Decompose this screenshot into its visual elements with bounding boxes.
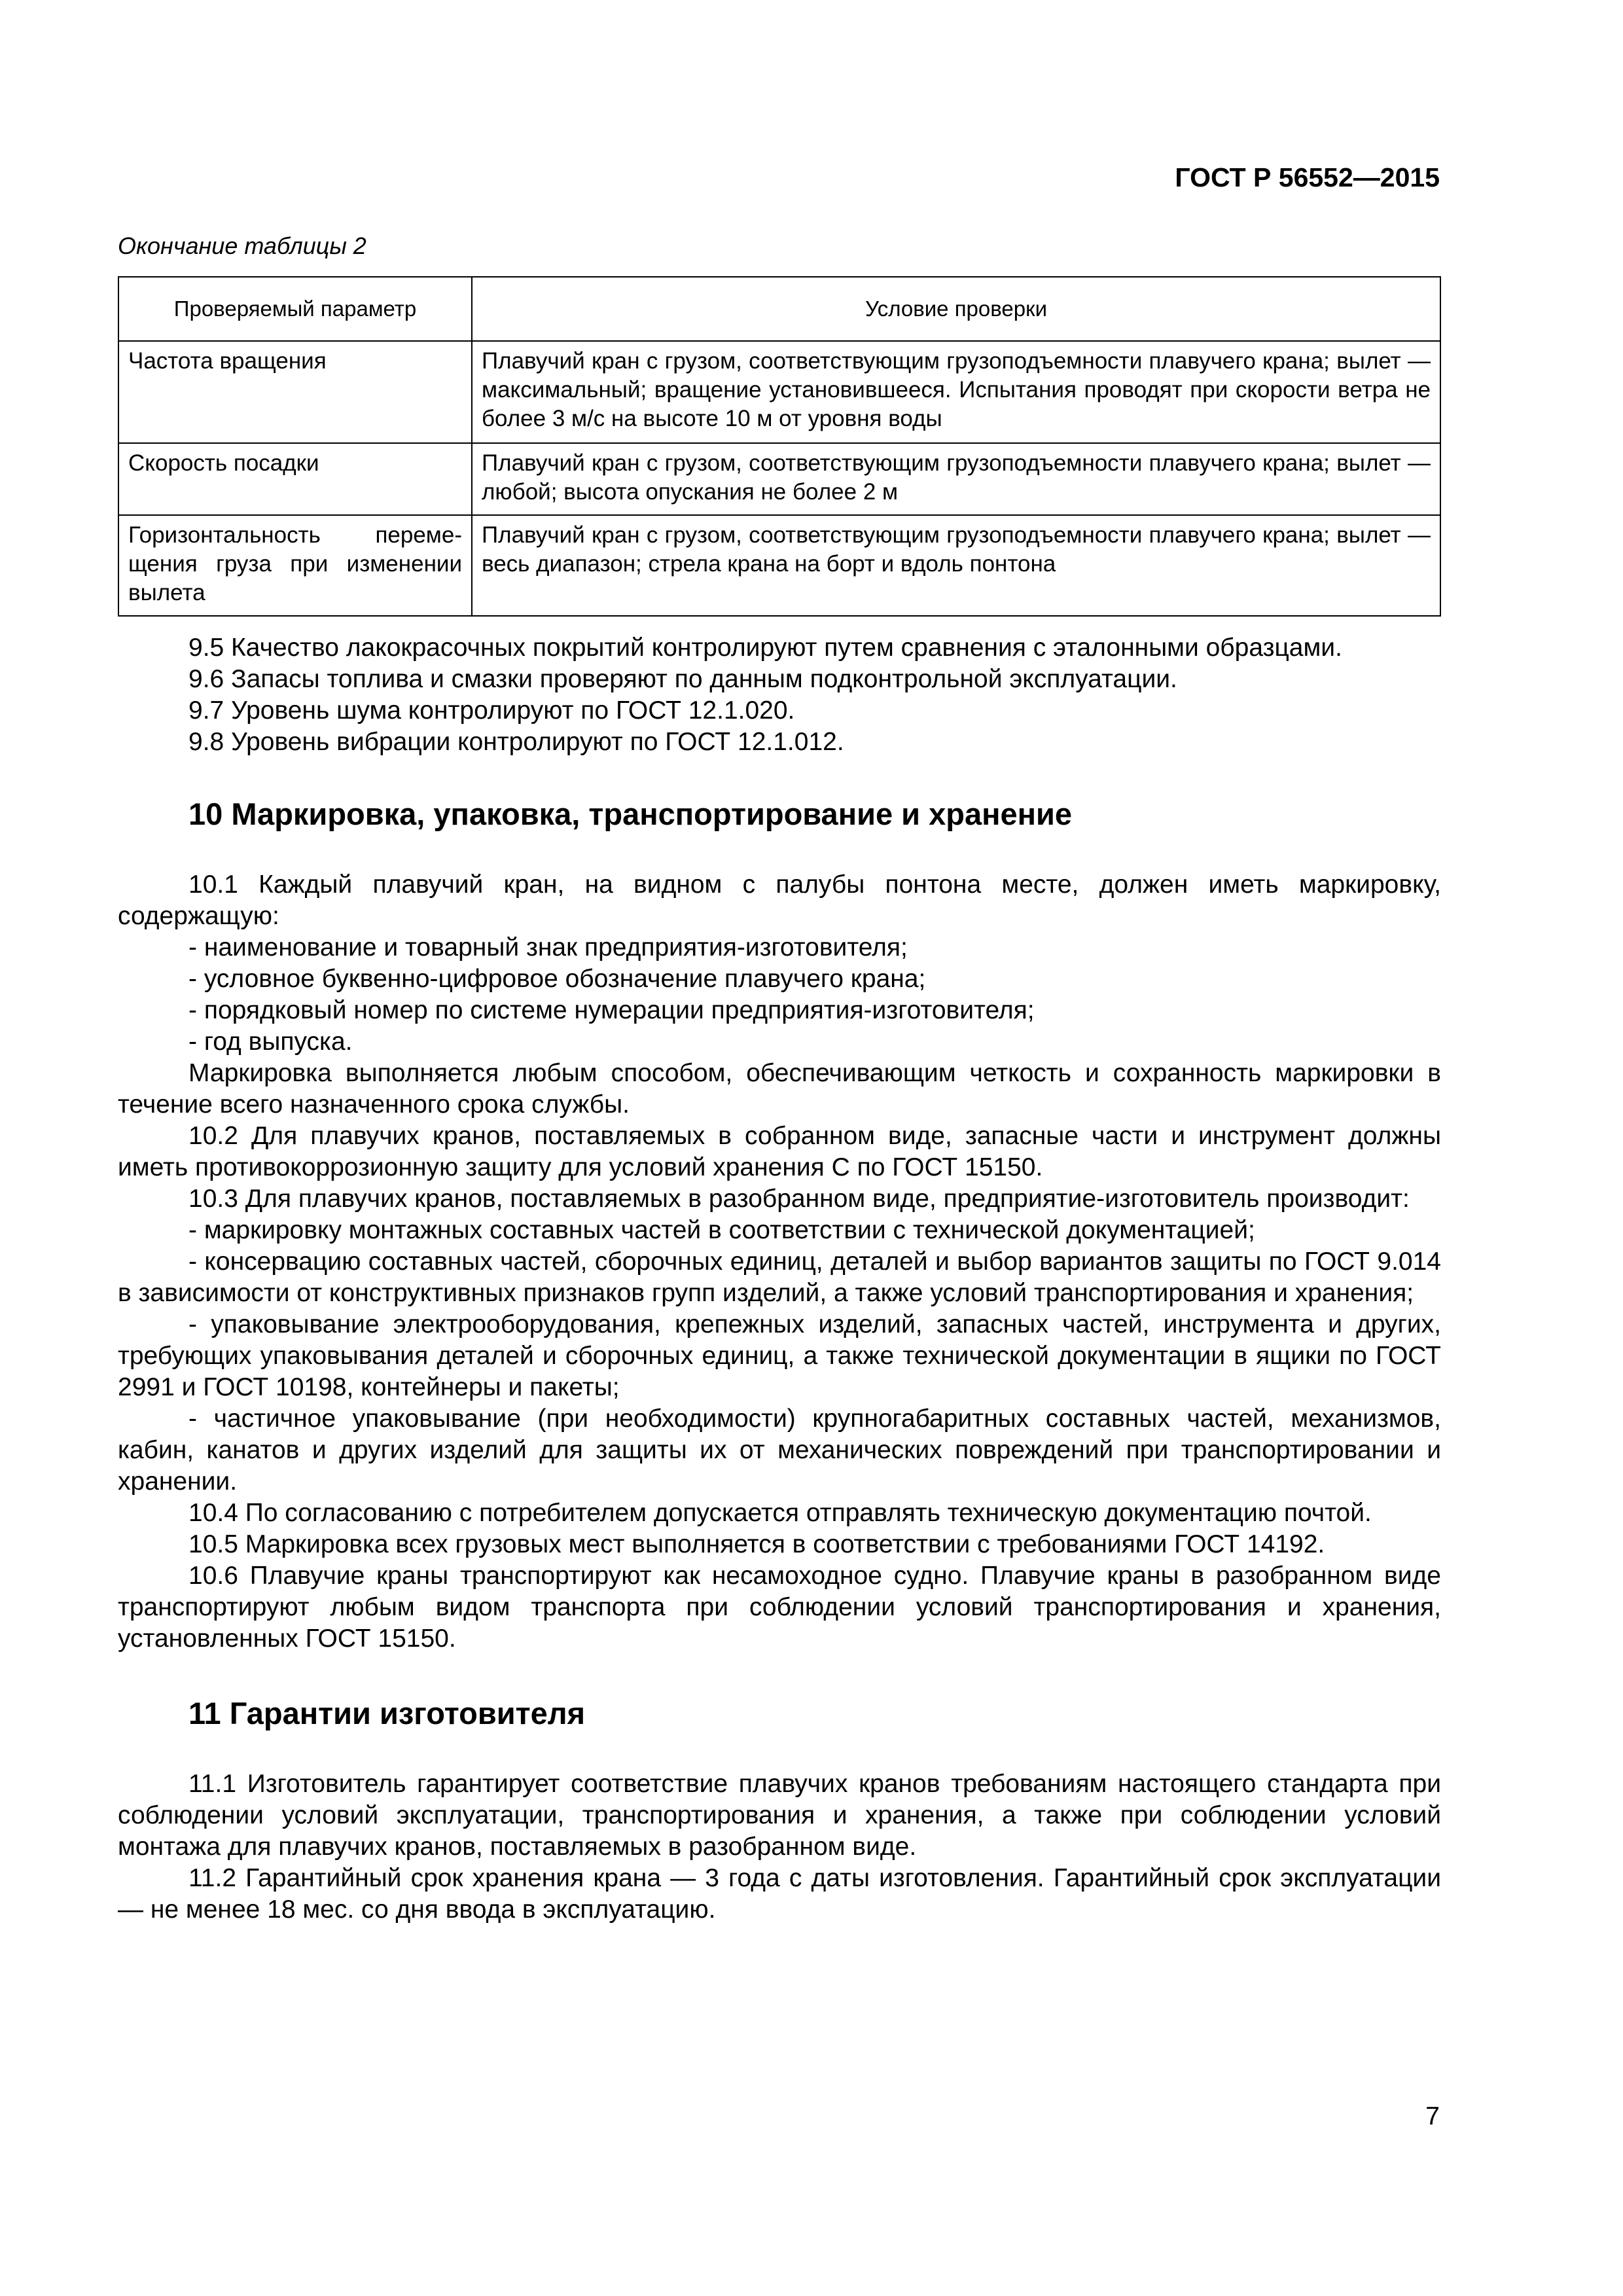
document-id: ГОСТ Р 56552—2015: [1175, 162, 1440, 192]
paragraph-9-5: 9.5 Качество лакокрасочных покрытий контролируют путем сравнения с эталонными образцами.: [188, 634, 1342, 662]
table-cell-condition: Плавучий кран с грузом, соответствующим грузоподъемности плавучего крана; вылет — любой; высота опускания не более 2 м: [472, 443, 1440, 515]
table-cell-parameter: Скорость посадки: [118, 443, 472, 515]
table-cell-condition: Плавучий кран с грузом, соответствующим грузоподъемности плавучего крана; вылет — максимальный; вращение установившееся. Испытания проводят при скорости ветра не более 3 м/с на высоте 10 м от уровня воды: [472, 341, 1440, 443]
table-header-row: [118, 277, 1440, 341]
table-caption: Окончание таблицы 2: [118, 232, 366, 259]
table-cell-parameter: Частота вращения: [118, 341, 472, 443]
list-item: - наименование и товарный знак предприятия-изготовителя;: [188, 933, 908, 961]
paragraph-9-8: 9.8 Уровень вибрации контролируют по ГОСТ 12.1.012.: [188, 728, 844, 756]
paragraph-10-4: 10.4 По согласованию с потребителем допускается отправлять техническую документацию почтой.: [188, 1499, 1372, 1527]
column-header-condition: Условие проверки: [472, 277, 1440, 341]
paragraph-10-3: 10.3 Для плавучих кранов, поставляемых в разобранном виде, предприятие-изготовитель производит:: [188, 1185, 1410, 1213]
document-body: [118, 632, 1441, 1926]
paragraph-10-1: 10.1 Каждый плавучий кран, на видном с палубы понтона месте, должен иметь маркировку, содержащую:: [118, 870, 1441, 930]
list-item: - год выпуска.: [188, 1028, 353, 1056]
table-cell-parameter: Горизонтальность переме-щения груза при изменении вылета: [118, 515, 472, 616]
table-row: [118, 515, 1440, 616]
list-item: - упаковывание электрооборудования, крепежных изделий, запасных частей, инструмента и других, требующих упаковывания деталей и сборочных единиц, а также технической документации в ящики по ГОСТ 2991 и ГОСТ 10198, контейнеры и пакеты;: [118, 1310, 1441, 1401]
table-cell-condition: Плавучий кран с грузом, соответствующим грузоподъемности плавучего крана; вылет — весь диапазон; стрела крана на борт и вдоль понтона: [472, 515, 1440, 616]
table-row: [118, 443, 1440, 515]
paragraph-9-7: 9.7 Уровень шума контролируют по ГОСТ 12.1.020.: [188, 696, 795, 725]
paragraph-11-1: 11.1 Изготовитель гарантирует соответствие плавучих кранов требованиям настоящего стандарта при соблюдении условий эксплуатации, транспортирования и хранения, а также при соблюдении условий монтажа для плавучих кранов, поставляемых в разобранном виде.: [118, 1770, 1441, 1861]
paragraph-9-6: 9.6 Запасы топлива и смазки проверяют по данным подконтрольной эксплуатации.: [188, 665, 1177, 693]
table-row: [118, 341, 1440, 443]
column-header-parameter: Проверяемый параметр: [118, 277, 472, 341]
list-item: - условное буквенно-цифровое обозначение плавучего крана;: [188, 965, 926, 993]
page-number: 7: [1425, 2102, 1440, 2130]
section-10-heading: 10 Маркировка, упаковка, транспортирование и хранение: [188, 797, 1073, 831]
section-11-heading: 11 Гарантии изготовителя: [188, 1696, 586, 1731]
list-item: - порядковый номер по системе нумерации предприятия-изготовителя;: [188, 996, 1035, 1024]
list-item: - консервацию составных частей, сборочных единиц, деталей и выбор вариантов защиты по ГОСТ 9.014 в зависимости от конструктивных признаков групп изделий, а также условий транспортирования и хранения;: [118, 1247, 1441, 1307]
list-item: - частичное упаковывание (при необходимости) крупногабаритных составных частей, механизмов, кабин, канатов и других изделий для защиты их от механических повреждений при транспортировании и хранении.: [118, 1405, 1441, 1496]
paragraph-10-1-tail: Маркировка выполняется любым способом, обеспечивающим четкость и сохранность маркировки в течение всего назначенного срока службы.: [118, 1059, 1441, 1119]
paragraph-10-2: 10.2 Для плавучих кранов, поставляемых в собранном виде, запасные части и инструмент должны иметь противокоррозионную защиту для условий хранения С по ГОСТ 15150.: [118, 1122, 1441, 1181]
paragraph-11-2: 11.2 Гарантийный срок хранения крана — 3 года с даты изготовления. Гарантийный срок эксплуатации — не менее 18 мес. со дня ввода в эксплуатацию.: [118, 1864, 1441, 1924]
paragraph-10-5: 10.5 Маркировка всех грузовых мест выполняется в соответствии с требованиями ГОСТ 14192.: [188, 1530, 1325, 1558]
parameters-table: [118, 276, 1441, 617]
list-item: - маркировку монтажных составных частей в соответствии с технической документацией;: [188, 1216, 1255, 1244]
paragraph-10-6: 10.6 Плавучие краны транспортируют как несамоходное судно. Плавучие краны в разобранном виде транспортируют любым видом транспорта при соблюдении условий транспортирования и хранения, установленных ГОСТ 15150.: [118, 1562, 1441, 1653]
